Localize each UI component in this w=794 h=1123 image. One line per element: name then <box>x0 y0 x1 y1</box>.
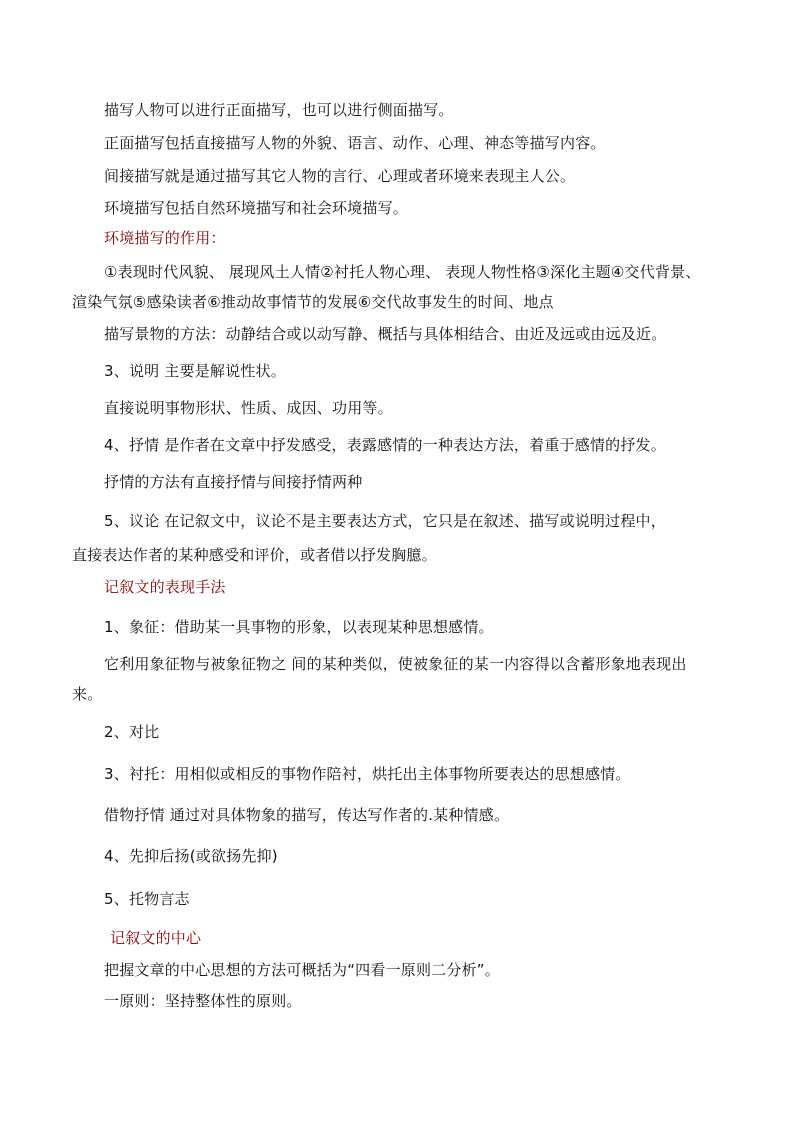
text-line: 5、议论 在记叙文中，议论不是主要表达方式，它只是在叙述、描写或说明过程中， <box>104 512 666 530</box>
text-line: 4、抒情 是作者在文章中抒发感受，表露感情的一种表达方法，着重于感情的抒发。 <box>104 436 666 454</box>
text-line: 2、对比 <box>104 723 160 741</box>
text-line: 来。 <box>72 685 103 703</box>
section-heading-center: 记叙文的中心 <box>110 929 202 947</box>
text-line: 渲染气氛⑤感染读者⑥推动故事情节的发展⑥交代故事发生的时间、地点 <box>72 293 554 311</box>
text-line: 1、象征：借助某一具事物的形象，以表现某种思想感情。 <box>104 618 494 636</box>
text-line: ①表现时代风貌、 展现风土人情②衬托人物心理、 表现人物性格③深化主题④交代背景、 <box>104 263 701 281</box>
text-line: 3、衬托：用相似或相反的事物作陪衬，烘托出主体事物所要表达的思想感情。 <box>104 765 631 783</box>
text-line: 正面描写包括直接描写人物的外貌、语言、动作、心理、神态等描写内容。 <box>104 134 606 152</box>
text-line: 直接说明事物形状、性质、成因、功用等。 <box>104 399 393 417</box>
text-line: 间接描写就是通过描写其它人物的言行、心理或者环境来表现主人公。 <box>104 167 576 185</box>
text-line: 描写景物的方法：动静结合或以动写静、概括与具体相结合、由近及远或由远及近。 <box>104 325 667 343</box>
text-line: 4、先抑后扬(或欲扬先抑) <box>104 847 278 865</box>
text-line: 把握文章的中心思想的方法可概括为“四看一原则二分析”。 <box>104 961 500 979</box>
text-line: 环境描写包括自然环境描写和社会环境描写。 <box>104 199 409 217</box>
text-line: 抒情的方法有直接抒情与间接抒情两种 <box>104 473 363 491</box>
text-line: 3、说明 主要是解说性状。 <box>104 362 286 380</box>
section-heading-environment: 环境描写的作用： <box>104 229 226 247</box>
section-heading-techniques: 记叙文的表现手法 <box>104 578 226 596</box>
text-line: 借物抒情 通过对具体物象的描写，传达写作者的.某种情感。 <box>104 806 510 824</box>
text-line: 直接表达作者的某种感受和评价，或者借以抒发胸臆。 <box>72 546 437 564</box>
text-line: 5、托物言志 <box>104 890 190 908</box>
text-line: 它利用象征物与被象征物之 间的某种类似，使被象征的某一内容得以含蓄形象地表现出 <box>104 655 687 673</box>
text-line: 一原则：坚持整体性的原则。 <box>104 992 302 1010</box>
text-line: 描写人物可以进行正面描写，也可以进行侧面描写。 <box>104 101 454 119</box>
